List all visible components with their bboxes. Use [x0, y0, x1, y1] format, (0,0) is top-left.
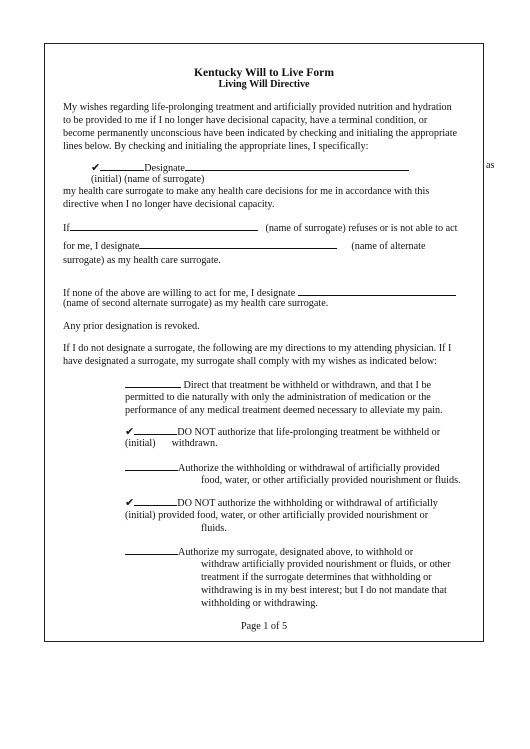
second-alternate-line: If none of the above are willing to act for me, I designate — [63, 286, 456, 300]
option-3: Authorize the withholding or withdrawal of artificially provided — [125, 461, 440, 475]
form-subtitle: Living Will Directive — [218, 79, 310, 90]
check-mark-icon: ✔ — [91, 161, 101, 174]
surrogate-field-2[interactable] — [70, 221, 258, 231]
form-page: Kentucky Will to Live Form Living Will Directive My wishes regarding life-prolonging treatment and artificially provided nutrition and hydration to be provided to me if I no longer have decisional capacity, have a terminal condition, or become permanently unconscious have been indicated by checking and initialing the appropriate lines below. By checking and initialing the appropriate lines, I specifically: ✔ Designate as (initial) (name of surrogate) my health care surrogate to make any health care decisions for me in accordance with this directive when I no longer have decisional capacity. If (name of surrogate) refuses or is not able to act for me, I designate (name of alternate surrogate) as my health care surrogate. If none of the above are willing to act for me, I designate (name of second alternate surrogate) as my health care surrogate. Any prior designation is revoked. If I do not designate a surrogate, the following are my directions to my attending physician. If I have designated a surrogate, my surrogate shall comply with my wishes as indicated below: Direct that treatment be withheld or withdrawn, and that I be permitted to die naturally with only the administration of medication or the performance of any medical treatment deemed necessary to alleviate my pain. ✔ DO NOT authorize that life-prolonging treatment be withheld or (initial) withdrawn. Authorize the withholding or withdrawal of artificially provided food, water, or other artificially provided nourishment or fluids. ✔ DO NOT authorize the withholding or withdrawal of artificially (initial) provided food, water, or other artificially provided nourishment or fluids. Authorize my surrogate, designated above, to withhold or withdraw artificially provided nourishment or fluids, or other treatment if the surrogate determines that withholding or withdrawing is in my best interest; but I do not mandate that withholding or withdrawing. Page 1 of 5 — [44, 43, 484, 642]
initial-field[interactable] — [100, 161, 144, 171]
surrogate-name-field[interactable] — [185, 161, 409, 171]
check-mark-icon: ✔ — [125, 425, 135, 438]
option-1: Direct that treatment be withheld or withdrawn, and that I be — [125, 378, 431, 392]
option-4: ✔ DO NOT authorize the withholding or withdrawal of artificially — [125, 496, 438, 509]
second-alternate-field[interactable] — [298, 286, 456, 296]
designate-sub-label: (initial) (name of surrogate) — [91, 174, 205, 185]
option-1-initial-field[interactable] — [125, 378, 181, 388]
alternate-name-field[interactable] — [139, 239, 337, 249]
alternate-line-1: If (name of surrogate) refuses or is not able to act — [63, 223, 458, 234]
form-title: Kentucky Will to Live Form — [194, 66, 334, 79]
designate-line: ✔ Designate — [91, 161, 409, 175]
option-3-initial-field[interactable] — [125, 461, 178, 471]
option-4-initial-field[interactable] — [134, 496, 177, 506]
option-2: ✔ DO NOT authorize that life-prolonging treatment be withheld or — [125, 425, 441, 438]
clipped-text: as — [486, 160, 495, 171]
page-number: Page 1 of 5 — [240, 621, 288, 632]
option-2-initial-field[interactable] — [134, 425, 177, 435]
option-5-initial-field[interactable] — [125, 545, 178, 555]
alternate-line-2: for me, I designate (name of alternate — [63, 241, 426, 252]
option-5: Authorize my surrogate, designated above, to withhold or — [125, 545, 413, 559]
revoked-statement: Any prior designation is revoked. — [63, 321, 200, 332]
check-mark-icon: ✔ — [125, 496, 135, 509]
